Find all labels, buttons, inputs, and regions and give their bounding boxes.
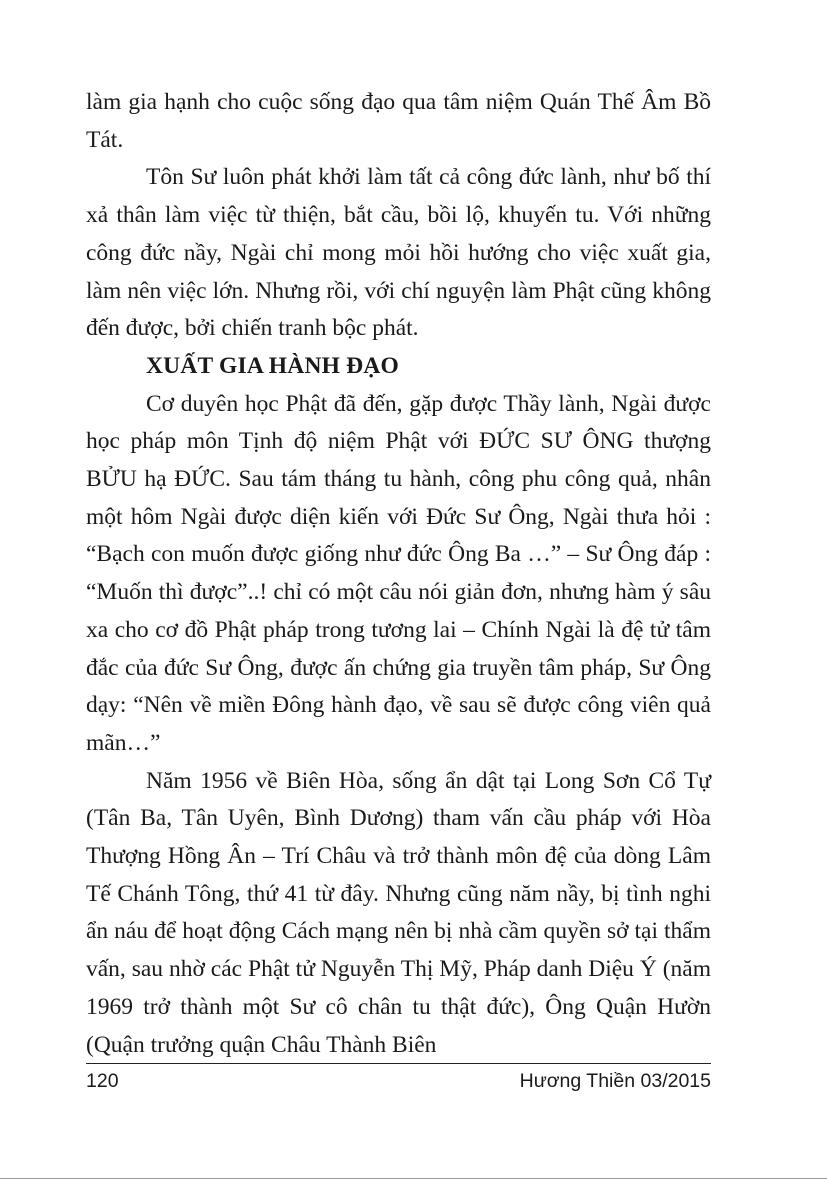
page-bottom-edge [0, 1178, 827, 1179]
section-heading: XUẤT GIA HÀNH ĐẠO [146, 352, 400, 379]
page-number: 120 [86, 1070, 119, 1092]
paragraph-bien-hoa: Năm 1956 về Biên Hòa, sống ẩn dật tại Long Sơn Cổ Tự (Tân Ba, Tân Uyên, Bình Dương) tham vấn cầu pháp với Hòa Thượng Hồng Ân – Trí Châu và trở thành môn đệ của dòng Lâm Tế Chánh Tông, thứ 41 từ đây. Nhưng cũng năm nầy, bị tình nghi ẩn náu để hoạt động Cách mạng nên bị nhà cầm quyền sở tại thẩm vấn, sau nhờ các Phật tử Nguyễn Thị Mỹ, Pháp danh Diệu Ý (năm 1969 trở thành một Sư cô chân tu thật đức), Ông Quận Hườn (Quận trưởng quận Châu Thành Biên [86, 767, 711, 1058]
paragraph-merit: Tôn Sư luôn phát khởi làm tất cả công đức lành, như bố thí xả thân làm việc từ thiện, bắt cầu, bồi lộ, khuyến tu. Với những công đức nầy, Ngài chỉ mong mỏi hồi hướng cho việc xuất gia, làm nên việc lớn. Nhưng rồi, với chí nguyện làm Phật cũng không đến được, bởi chiến tranh bộc phát. [86, 164, 711, 342]
publication-title: Hương Thiền 03/2015 [519, 1070, 711, 1092]
footer-divider [86, 1063, 711, 1064]
paragraph-teacher: Cơ duyên học Phật đã đến, gặp được Thầy lành, Ngài được học pháp môn Tịnh độ niệm Phật với ĐỨC SƯ ÔNG thượng BỬU hạ ĐỨC. Sau tám tháng tu hành, công phu công quả, nhân một hôm Ngài được diện kiến với Đức Sư Ông, Ngài thưa hỏi : “Bạch con muốn được giống như đức Ông Ba …” – Sư Ông đáp : “Muốn thì được”..! chỉ có một câu nói giản đơn, nhưng hàm ý sâu xa cho cơ đồ Phật pháp trong tương lai – Chính Ngài là đệ tử tâm đắc của đức Sư Ông, được ấn chứng gia truyền tâm pháp, Sư Ông dạy: “Nên về miền Đông hành đạo, về sau sẽ được công viên quả mãn…” [86, 390, 711, 756]
page-footer [86, 1070, 711, 1100]
paragraph-continuation: làm gia hạnh cho cuộc sống đạo qua tâm niệm Quán Thế Âm Bồ Tát. [86, 89, 711, 153]
body-text [86, 84, 711, 1064]
